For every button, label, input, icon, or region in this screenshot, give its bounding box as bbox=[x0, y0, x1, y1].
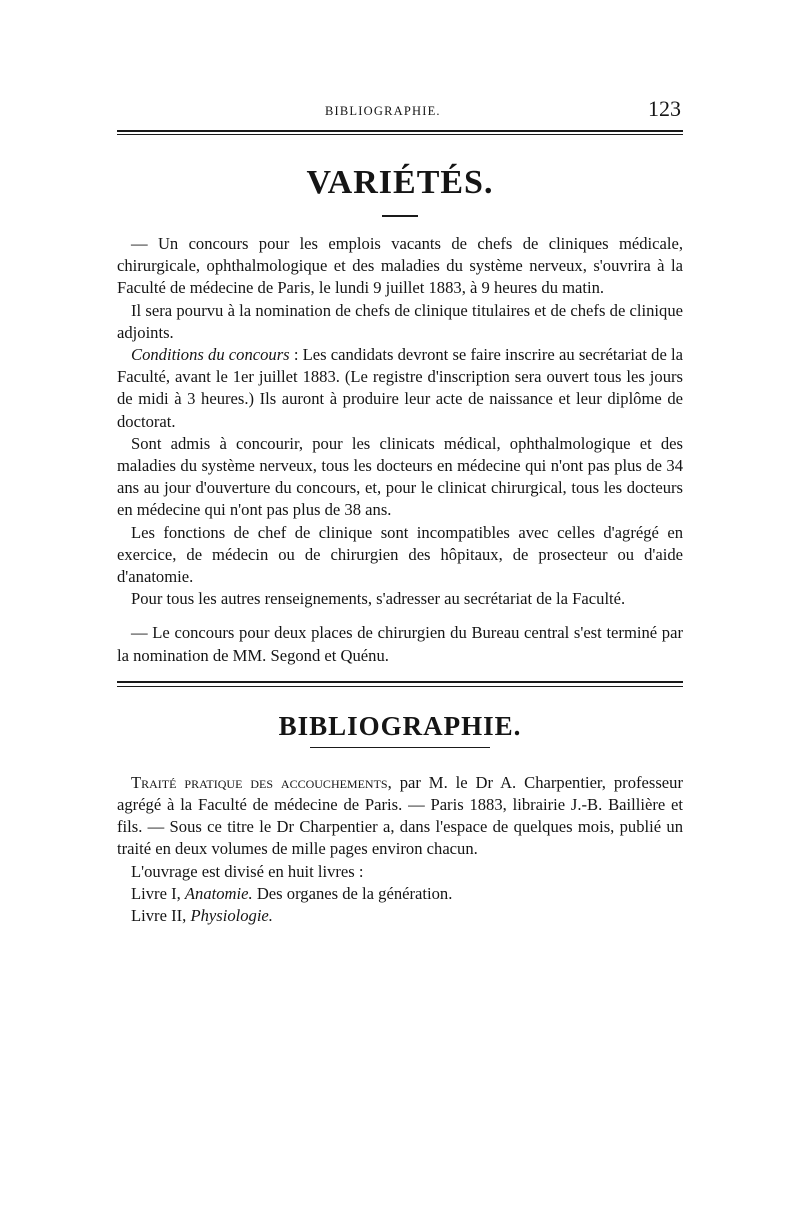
header-rule bbox=[117, 130, 683, 132]
section-divider bbox=[117, 681, 683, 687]
paragraph-bureau-central: — Le concours pour deux places de chirurgien du Bureau central s'est terminé par la nomination de MM. Segond et Quénu. bbox=[117, 623, 683, 665]
paragraph-nomination: Il sera pourvu à la nomination de chefs de clinique titulaires et de chefs de clinique adjoints. bbox=[117, 300, 683, 342]
header-rule-thin bbox=[117, 134, 683, 135]
title-ornament bbox=[382, 215, 418, 217]
section-title-bibliographie: BIBLIOGRAPHIE. bbox=[278, 710, 522, 741]
paragraph-admission: Sont admis à concourir, pour les clinicats médical, ophthalmologique et des maladies du système nerveux, tous les docteurs en médecine qui n'ont pas plus de 34 ans au jour d'ouverture du concours, et, pour le clinicat chirurgical, tous les docteurs en médecine qui n'ont pas plus de 38 ans. bbox=[117, 433, 683, 520]
list-item: Livre II, Physiologie. bbox=[131, 906, 273, 926]
paragraph-renseignements: Pour tous les autres renseignements, s'adresser au secrétariat de la Faculté. bbox=[131, 589, 626, 609]
conditions-text: : Les candidats devront se faire inscrire au secrétariat de la Faculté, avant le 1er juillet 1883. (Le registre d'inscription sera ouvert tous les jours de midi à 3 heures.) Ils auront à produire leur acte de naissance et leur diplôme de doctorat. bbox=[117, 345, 683, 431]
varietes-section bbox=[117, 233, 683, 667]
book-title: Traité pratique des accouchements bbox=[131, 772, 388, 792]
document-page bbox=[117, 96, 683, 927]
page-number: 123 bbox=[648, 96, 681, 121]
bibliographie-section bbox=[117, 772, 683, 927]
paragraph-fonctions: Les fonctions de chef de clinique sont incompatibles avec celles d'agrégé en exercice, de médecin ou de chirurgien des hôpitaux, de prosecteur ou d'aide d'anatomie. bbox=[117, 522, 683, 587]
running-title: BIBLIOGRAPHIE. bbox=[325, 104, 441, 118]
list-item: Livre I, Anatomie. Des organes de la génération. bbox=[131, 883, 453, 903]
running-header bbox=[117, 96, 683, 130]
section-title-varietes: VARIÉTÉS. bbox=[306, 164, 494, 201]
review-paragraph bbox=[117, 772, 683, 861]
paragraph-concours-cliniques: — Un concours pour les emplois vacants de chefs de cliniques médicale, chirurgicale, ophthalmologique et des maladies du système nerveux, s'ouvrira à la Faculté de médecine de Paris, le lundi 9 juillet 1883, à 9 heures du matin. bbox=[117, 234, 683, 298]
title-underline bbox=[310, 747, 490, 748]
review-text: , par M. le Dr A. Charpentier, professeur agrégé à la Faculté de médecine de Paris. — Paris 1883, librairie J.-B. Baillière et fils. — Sous ce titre le Dr Charpentier a, dans l'espace de quelques mois, publié un traité en deux volumes de mille pages environ chacun. bbox=[117, 772, 683, 859]
conditions-label: Conditions du concours bbox=[131, 345, 290, 365]
paragraph-conditions bbox=[117, 344, 683, 433]
division-intro: L'ouvrage est divisé en huit livres : bbox=[131, 861, 364, 881]
